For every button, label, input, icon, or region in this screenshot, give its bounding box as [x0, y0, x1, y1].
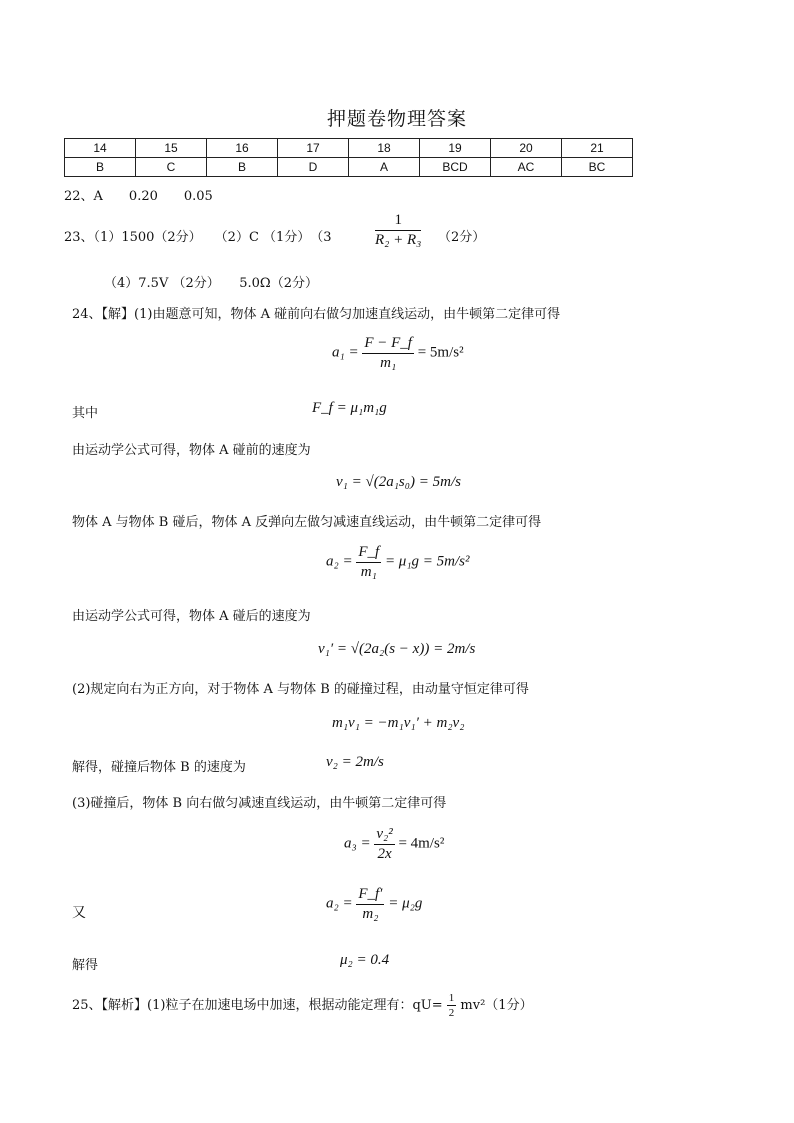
answer-cell: A [349, 158, 420, 177]
q24-eq2: F_f = μ₁m₁g [312, 400, 387, 416]
q24-eq4-num: F_f [356, 544, 381, 563]
answer-cell: B [207, 158, 278, 177]
question-number: 20 [491, 139, 562, 158]
question-number: 14 [65, 139, 136, 158]
answer-cell: AC [491, 158, 562, 177]
q24-where-label: 其中 [72, 406, 99, 421]
q24-eq4-lhs: a₂ = [326, 553, 353, 570]
q25-text-main: 25、【解析】(1)粒子在加速电场中加速，根据动能定理有：qU= [72, 998, 443, 1014]
q24-eq8 [344, 826, 444, 862]
question-number: 17 [278, 139, 349, 158]
q24-kin2: 由运动学公式可得，物体 A 碰后的速度为 [72, 609, 311, 624]
question-number: 19 [420, 139, 491, 158]
q24-eq9-num: F_f′ [356, 886, 384, 905]
q23-line1-b: （2分） [438, 230, 486, 245]
q24-eq9-den: m₂ [362, 905, 379, 922]
question-number: 21 [562, 139, 633, 158]
q24-eq5: v₁′ = √(2a₂(s − x)) = 2m/s [318, 641, 476, 657]
q25-frac-num: 1 [447, 992, 457, 1006]
answer-cell: BC [562, 158, 633, 177]
page-title: 押题卷物理答案 [326, 108, 467, 130]
q24-eq7: v₂ = 2m/s [326, 754, 384, 770]
q24-eq4-den: m₁ [360, 563, 377, 580]
q24-eq4-rhs: = μ₁g = 5m/s² [384, 553, 470, 570]
q24-eq10: μ₂ = 0.4 [340, 952, 390, 968]
q24-eq9 [326, 886, 422, 922]
q24-eq1-rhs: = 5m/s² [417, 344, 464, 361]
q24-eq8-den: 2x [377, 845, 392, 862]
q24-eq3: v₁ = √(2a₁s₀) = 5m/s [336, 474, 461, 490]
q23-fraction [375, 212, 421, 248]
answer-table-answer-row [65, 158, 633, 177]
q25-frac-den: 2 [448, 1007, 455, 1020]
q22-answer: 22、A 0.20 0.05 [64, 189, 213, 204]
question-number: 16 [207, 139, 278, 158]
q24-eq8-lhs: a₃ = [344, 835, 371, 852]
q23-frac-den: R₂ + R₃ [375, 231, 422, 248]
q24-kin1: 由运动学公式可得，物体 A 碰前的速度为 [72, 443, 311, 458]
q24-part2: (2)规定向右为正方向，对于物体 A 与物体 B 的碰撞过程，由动量守恒定律可得 [72, 682, 529, 697]
question-number: 15 [136, 139, 207, 158]
q24-intro: 24、【解】(1)由题意可知，物体 A 碰前向右做匀加速直线运动，由牛顿第二定律可得 [72, 307, 561, 322]
q23-line2: （4）7.5V （2分） 5.0Ω（2分） [104, 276, 318, 291]
q25-tail: mv²（1分） [460, 998, 533, 1014]
q24-eq1-num: F − F_f [362, 335, 414, 354]
q24-solve-label: 解得，碰撞后物体 B 的速度为 [72, 760, 246, 775]
q23-line1-a: 23、（1）1500（2分） （2）C （1分） （3 [64, 230, 332, 245]
q25-text [72, 992, 533, 1019]
q24-eq1-lhs: a₁ = [332, 344, 359, 361]
q24-also-label: 又 [72, 905, 86, 921]
answer-cell: D [278, 158, 349, 177]
question-number: 18 [349, 139, 420, 158]
q23-frac-num: 1 [375, 212, 421, 231]
q24-after-collision: 物体 A 与物体 B 碰后，物体 A 反弹向左做匀减速直线运动，由牛顿第二定律可得 [72, 515, 542, 530]
q24-eq4 [326, 544, 470, 580]
q24-eq9-rhs: = μ₂g [388, 895, 423, 912]
q24-eq1-den: m₁ [380, 354, 397, 371]
answer-cell: BCD [420, 158, 491, 177]
answer-cell: C [136, 158, 207, 177]
q24-eq9-lhs: a₂ = [326, 895, 353, 912]
q24-part3: (3)碰撞后，物体 B 向右做匀减速直线运动，由牛顿第二定律可得 [72, 796, 447, 811]
answer-table-header-row [65, 139, 633, 158]
q24-eq6: m₁v₁ = −m₁v₁′ + m₂v₂ [332, 715, 465, 731]
answer-table [64, 138, 633, 177]
q24-eq8-rhs: = 4m/s² [398, 835, 445, 852]
q24-eq8-num: v₂² [374, 826, 394, 845]
q24-eq1 [332, 335, 464, 371]
answer-cell: B [65, 158, 136, 177]
q24-solve2-label: 解得 [72, 958, 99, 973]
